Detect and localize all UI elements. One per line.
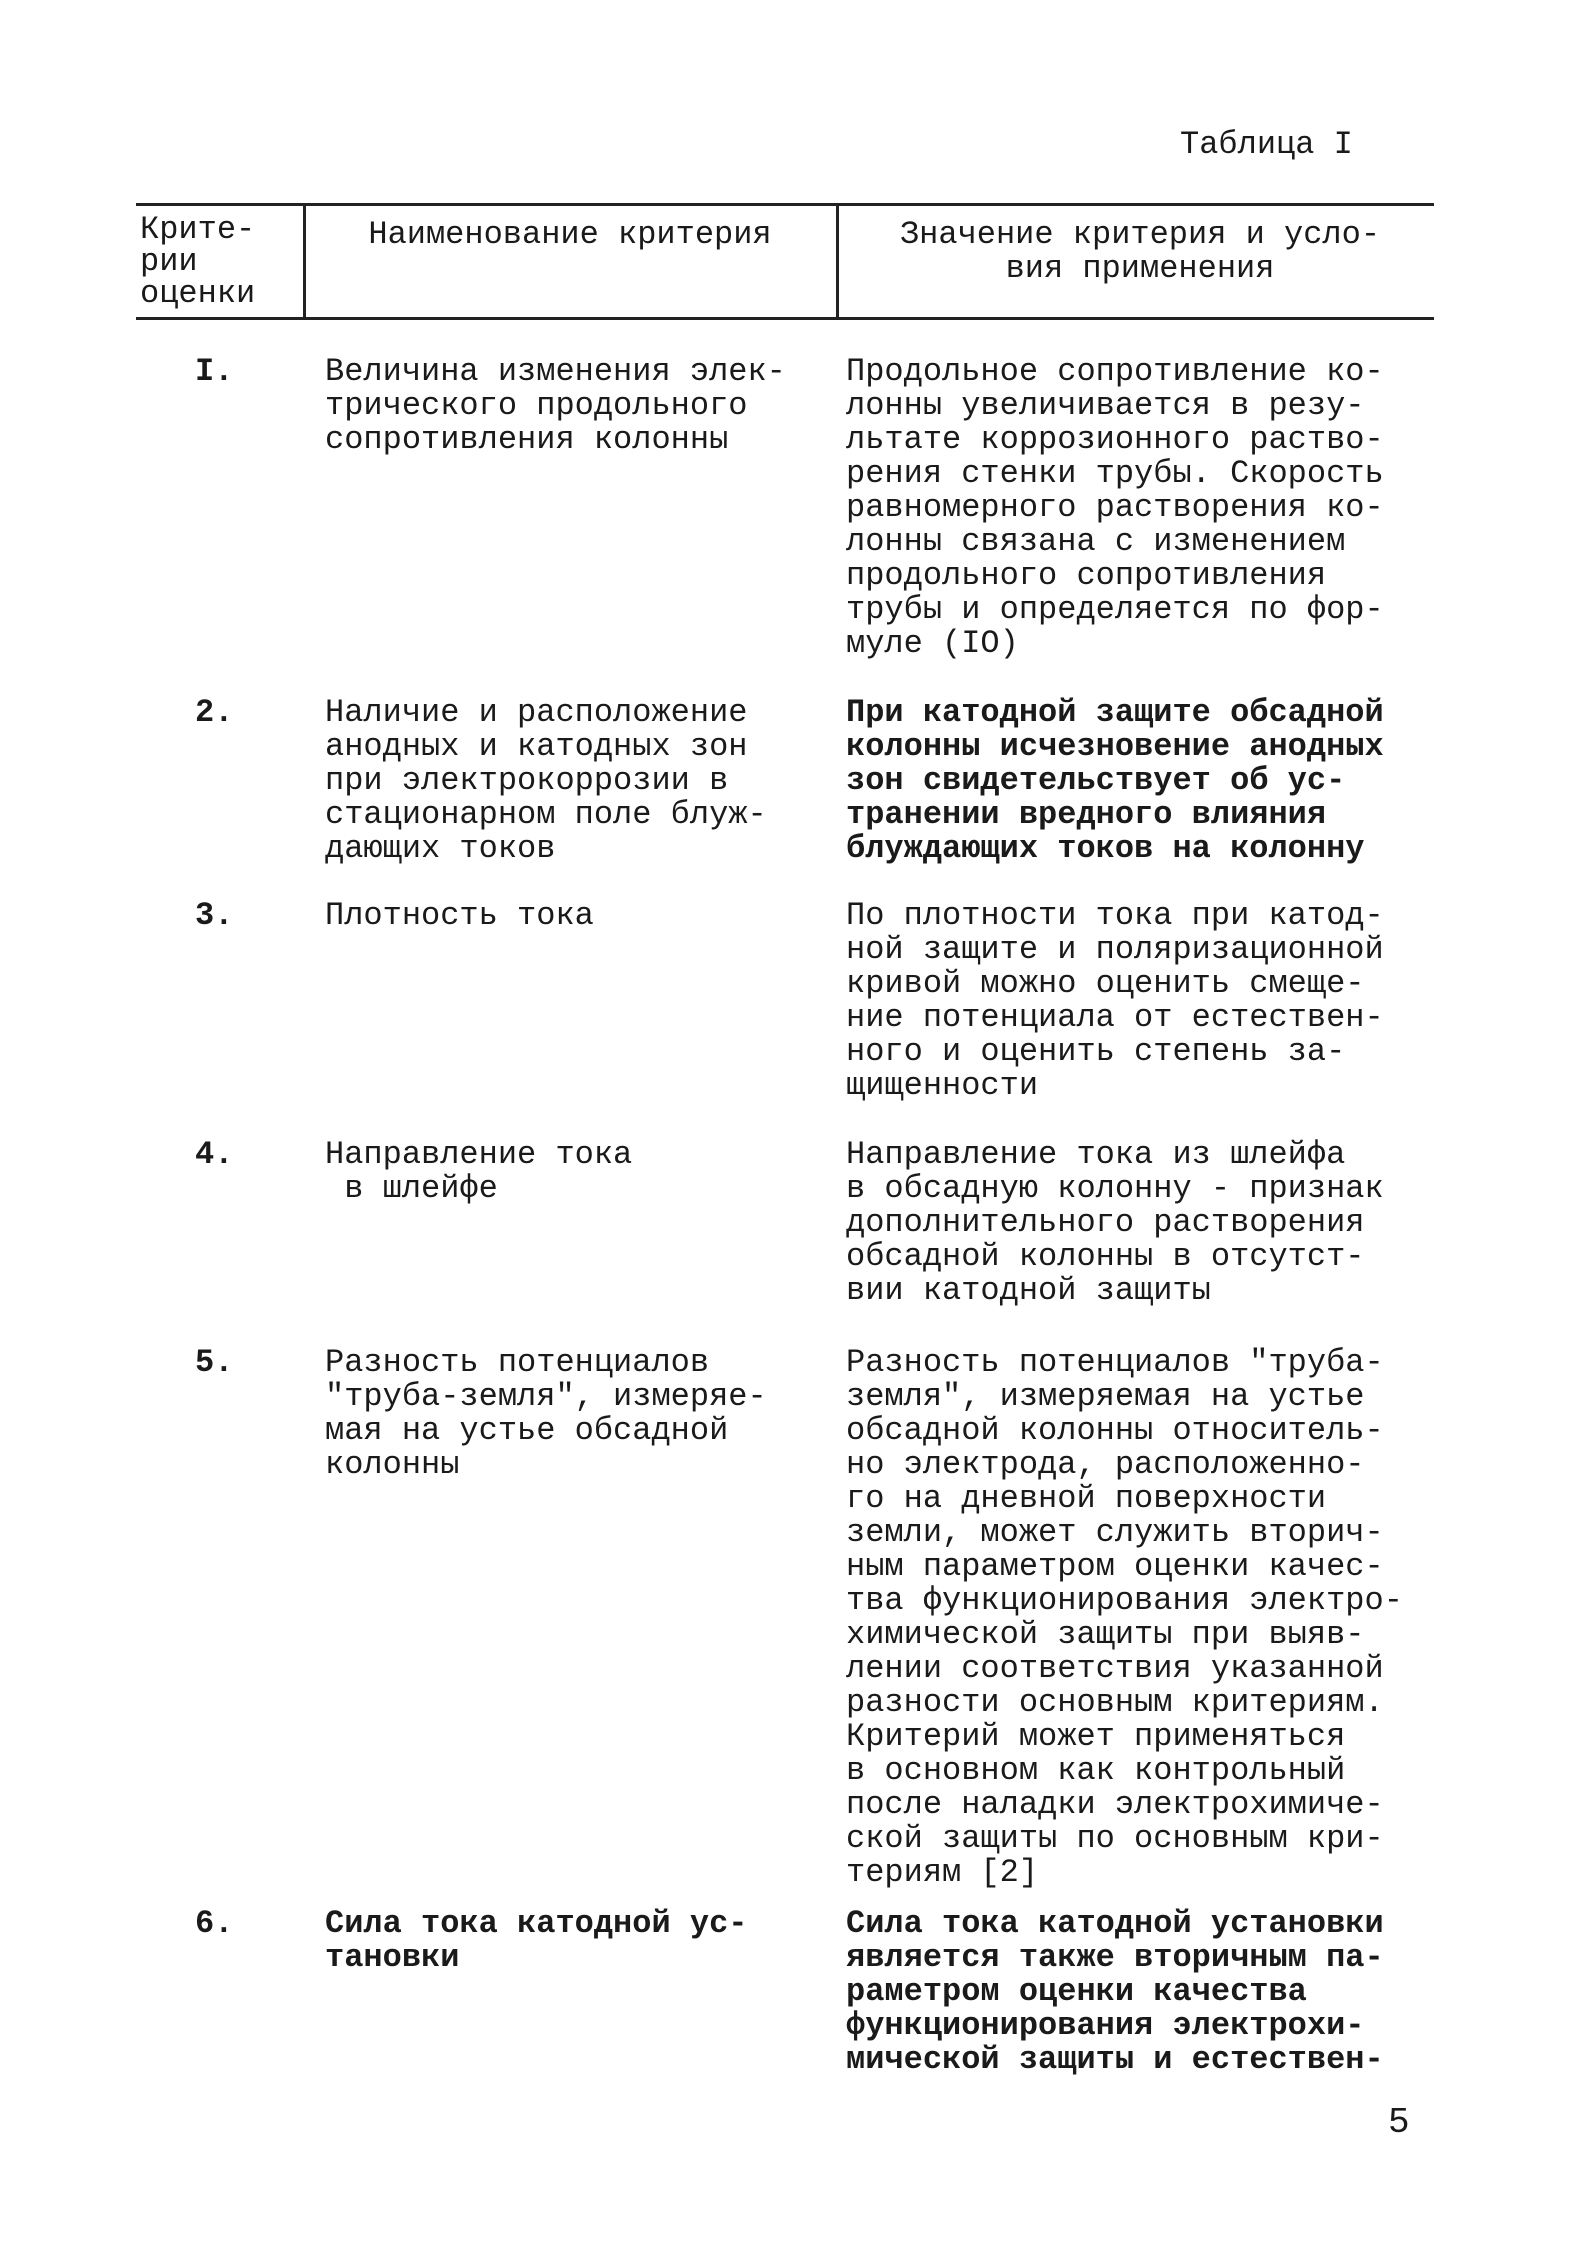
row-number: 4. [195, 1136, 234, 1173]
criterion-name: Направление тока в шлейфе [325, 1136, 633, 1207]
row-number: 3. [195, 897, 234, 934]
table-top-rule [136, 203, 1434, 206]
row-number: 5. [195, 1344, 234, 1381]
criterion-value: Продольное сопротивление ко- лонны увеличивается в резу- льтате коррозионного раство- рения стенки трубы. Скорость равномерного растворения ко- лонны связана с изменением продольного сопротивления трубы и определяется по фор- муле (IO) [846, 353, 1384, 662]
criterion-value: При катодной защите обсадной колонны исчезновение анодных зон свидетельствует об ус- транении вредного влияния блуждающих токов на колонну [846, 694, 1384, 867]
criterion-value: Разность потенциалов "труба- земля", измеряемая на устье обсадной колонны относитель- но электрода, расположенно- го на дневной поверхности земли, может служить вторич- ным параметром оценки качес- тва функционирования электро- химической защиты при выяв- лении соответствия указанной разности основным критериям. Критерий может применяться в основном как контрольный после наладки электрохимиче- ской защиты по основным кри- териям [2] [846, 1344, 1403, 1891]
row-number: 2. [195, 694, 234, 731]
column-divider [303, 203, 306, 319]
column-divider [836, 203, 839, 319]
criterion-name: Плотность тока [325, 897, 594, 934]
row-number: 6. [195, 1905, 234, 1942]
header-criteria-number: Крите- рии оценки [140, 211, 256, 312]
header-criterion-value: Значение критерия и усло- вия применения [899, 216, 1381, 287]
row-number: I. [195, 353, 234, 390]
header-bottom-rule [136, 317, 1434, 320]
criterion-name: Величина изменения элек- трического продольного сопротивления колонны [325, 353, 786, 458]
page-number: 5 [1388, 2102, 1410, 2143]
header-criterion-name: Наименование критерия [368, 216, 772, 253]
criterion-name: Разность потенциалов "труба-земля", измеряе- мая на устье обсадной колонны [325, 1344, 767, 1483]
table-title: Таблица I [1180, 126, 1353, 163]
criterion-value: Сила тока катодной установки является также вторичным па- раметром оценки качества функционирования электрохи- мической защиты и естествен- [846, 1905, 1384, 2078]
criterion-name: Сила тока катодной ус- тановки [325, 1905, 748, 1976]
criterion-value: Направление тока из шлейфа в обсадную колонну - признак дополнительного растворения обсадной колонны в отсутст- вии катодной защиты [846, 1136, 1384, 1309]
criterion-value: По плотности тока при катод- ной защите и поляризационной кривой можно оценить смеще- ние потенциала от естествен- ного и оценить степень за- щищенности [846, 897, 1384, 1104]
criterion-name: Наличие и расположение анодных и катодных зон при электрокоррозии в стационарном поле блуж- дающих токов [325, 694, 767, 867]
